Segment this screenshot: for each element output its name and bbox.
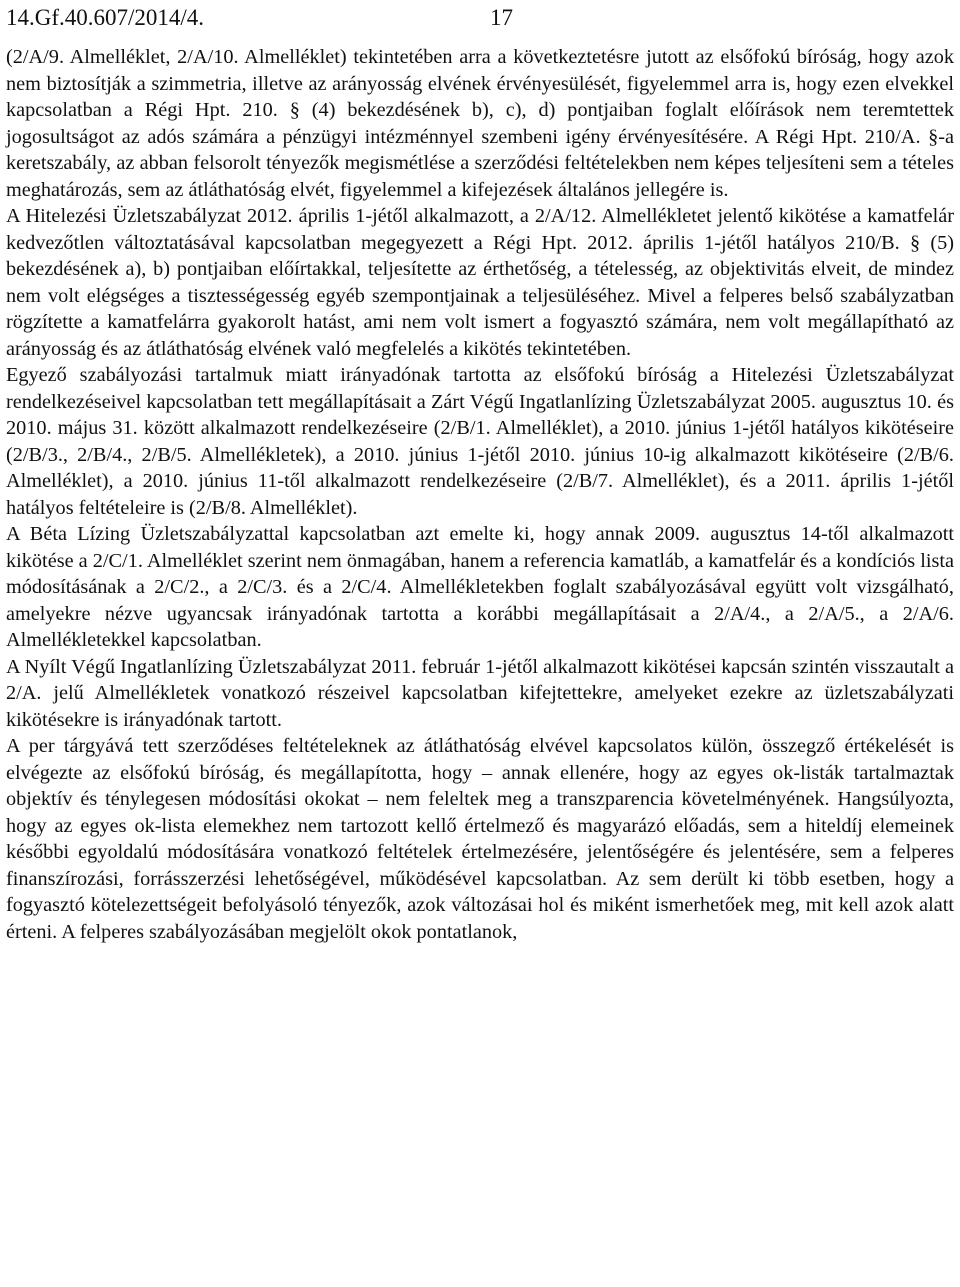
paragraph: A Béta Lízing Üzletszabályzattal kapcsolatban azt emelte ki, hogy annak 2009. augusztus 14-től alkalmazott kikötése a 2/C/1. Almelléklet szerint nem önmagában, hanem a referencia kamatláb, a kamatfelár és a kondíciós lista módosításának a 2/C/2., a 2/C/3. és a 2/C/4. Almellékletekben foglalt szabályozásával együtt volt vizsgálható, amelyekre nézve ugyancsak irányadónak tartotta a korábbi megállapításait a 2/A/4., a 2/A/5., a 2/A/6. Almellékletekkel kapcsolatban.	[6, 523, 954, 651]
paragraph: A Nyílt Végű Ingatlanlízing Üzletszabályzat 2011. február 1-jétől alkalmazott kikötései kapcsán szintén visszautalt a 2/A. jelű Almellékletek vonatkozó részeivel kapcsolatban kifejtettekre, amelyeket ezekre az üzletszabályzati kikötésekre is irányadónak tartott.	[6, 655, 954, 731]
paragraph: A per tárgyává tett szerződéses feltételeknek az átláthatóság elvével kapcsolatos külön, összegző értékelését is elvégezte az elsőfokú bíróság, és megállapította, hogy – annak ellenére, hogy az egyes ok-listák tartalmaztak objektív és ténylegesen módosítási okokat – nem feleltek meg a transzparencia követelményének. Hangsúlyozta, hogy az egyes ok-lista elemekhez nem tartozott kellő értelmező és magyarázó előadás, sem a hiteldíj elemeinek későbbi egyoldalú módosítására vonatkozó feltételek értelmezésére, jelentőségére és jelentésére, sem a felperes finanszírozási, forrásszerzési lehetőségével, működésével kapcsolatban. Az sem derült ki több esetben, hogy a fogyasztó kötelezettségeit befolyásoló tényezők, azok változásai hol és miként ismerhetőek meg, mit kell azok alatt érteni. A felperes szabályozásában megjelölt okok pontatlanok,	[6, 735, 954, 943]
paragraph: (2/A/9. Almelléklet, 2/A/10. Almelléklet) tekintetében arra a következtetésre jutott az elsőfokú bíróság, hogy azok nem biztosítják a szimmetria, illetve az arányosság elvének érvényesülését, figyelemmel arra is, hogy ezen elvekkel kapcsolatban a Régi Hpt. 210. § (4) bekezdésének b), c), d) pontjaiban foglalt előírások nem teremtettek jogosultságot az adós számára a pénzügyi intézménnyel szembeni igény érvényesítésére. A Régi Hpt. 210/A. §-a keretszabály, az abban felsorolt tényezők megismétlése a szerződési feltételekben nem képes teljesíteni sem a tételes meghatározás, sem az átláthatóság elvét, figyelemmel a kifejezések általános jellegére is.	[6, 46, 954, 201]
paragraph: A Hitelezési Üzletszabályzat 2012. április 1-jétől alkalmazott, a 2/A/12. Almellékletet jelentő kikötése a kamatfelár kedvezőtlen változtatásával kapcsolatban megegyezett a Régi Hpt. 2012. április 1-jétől hatályos 210/B. § (5) bekezdésének a), b) pontjaiban előírtakkal, teljesítette az érthetőség, a tételesség, az objektivitás elveit, de mindez nem volt elégséges a tisztességesség egyéb szempontjainak a teljesüléséhez. Mivel a felperes belső szabályzatban rögzítette a kamatfelárra gyakorolt hatást, ami nem volt ismert a fogyasztó számára, nem volt megállapítható az arányosság és az átláthatóság elvének való megfelelés a kikötés tekintetében.	[6, 205, 954, 360]
case-reference: 14.Gf.40.607/2014/4.	[6, 5, 205, 30]
document-body	[6, 44, 954, 945]
page-header	[6, 4, 954, 32]
page-number: 17	[490, 5, 513, 30]
paragraph: Egyező szabályozási tartalmuk miatt irányadónak tartotta az elsőfokú bíróság a Hitelezési Üzletszabályzat rendelkezéseivel kapcsolatban tett megállapításait a Zárt Végű Ingatlanlízing Üzletszabályzat 2005. augusztus 10. és 2010. május 31. között alkalmazott rendelkezéseire (2/B/1. Almelléklet), a 2010. június 1-jétől hatályos kikötéseire (2/B/3., 2/B/4., 2/B/5. Almellékletek), a 2010. június 1-jétől 2010. június 10-ig alkalmazott kikötéseire (2/B/6. Almelléklet), a 2010. június 11-től alkalmazott rendelkezéseire (2/B/7. Almelléklet), és a 2011. április 1-jétől hatályos feltételeire is (2/B/8. Almelléklet).	[6, 364, 954, 519]
